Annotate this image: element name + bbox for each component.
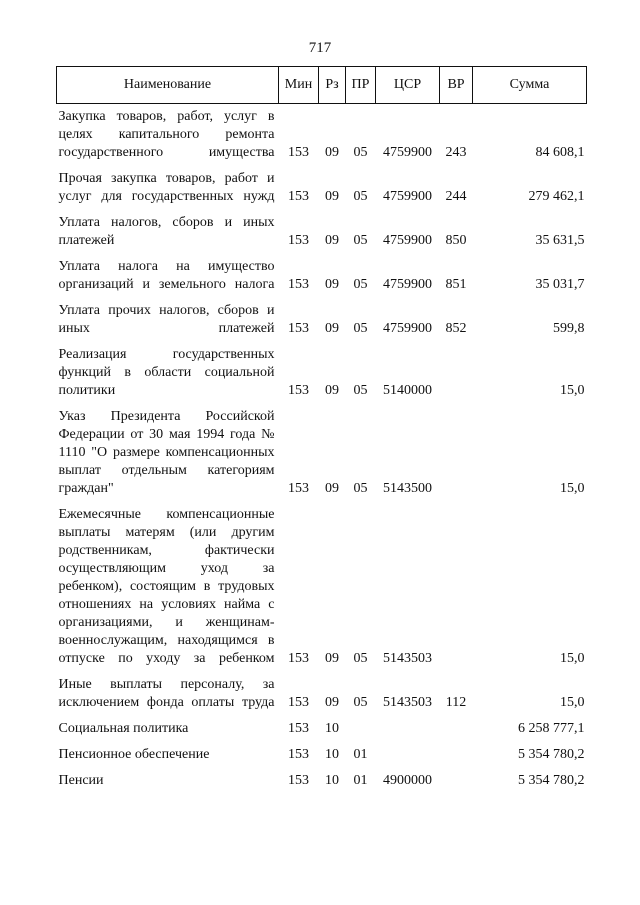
cell-vr — [440, 742, 473, 768]
cell-min: 153 — [288, 651, 309, 666]
cell-min: 153 — [288, 277, 309, 292]
cell-vr: 244 — [445, 189, 467, 204]
cell-vr: 112 — [445, 695, 467, 710]
cell-name: Уплата прочих налогов, сборов и иных платежей — [58, 303, 275, 336]
cell-csr: 5143503 — [383, 651, 432, 666]
cell-pr: 05 — [353, 145, 368, 160]
table-row — [57, 342, 587, 404]
cell-name: Иные выплаты персоналу, за исключением фонда оплаты труда — [58, 677, 275, 710]
cell-csr: 5140000 — [383, 383, 432, 398]
cell-rz: 09 — [325, 481, 339, 496]
table-row — [57, 166, 587, 210]
cell-sum: 15,0 — [560, 383, 585, 398]
header-csr: ЦСР — [376, 67, 440, 104]
cell-csr: 4759900 — [383, 145, 432, 160]
cell-csr: 4759900 — [383, 233, 432, 248]
header-sum: Сумма — [473, 67, 587, 104]
cell-min: 153 — [288, 145, 309, 160]
cell-vr: 850 — [445, 233, 467, 248]
cell-name: Прочая закупка товаров, работ и услуг для государственных нужд — [58, 171, 275, 204]
header-name: Наименование — [57, 67, 279, 104]
cell-csr: 5143500 — [383, 481, 432, 496]
cell-csr — [376, 742, 440, 768]
cell-min: 153 — [288, 189, 309, 204]
cell-sum: 6 258 777,1 — [518, 721, 585, 736]
table-row — [57, 104, 587, 167]
cell-rz: 09 — [325, 695, 339, 710]
cell-sum: 35 031,7 — [535, 277, 585, 292]
table-row — [57, 298, 587, 342]
cell-rz: 10 — [325, 773, 339, 788]
cell-rz: 09 — [325, 277, 339, 292]
cell-min: 153 — [288, 383, 309, 398]
cell-min: 153 — [288, 233, 309, 248]
cell-name: Реализация государственных функций в области социальной политики — [58, 347, 275, 398]
cell-vr — [440, 342, 473, 404]
cell-name: Уплата налогов, сборов и иных платежей — [58, 215, 275, 248]
cell-vr: 851 — [445, 277, 467, 292]
cell-rz: 09 — [325, 651, 339, 666]
cell-vr — [440, 404, 473, 502]
table-row — [57, 210, 587, 254]
cell-sum: 5 354 780,2 — [518, 773, 585, 788]
cell-sum: 84 608,1 — [535, 145, 585, 160]
table-row — [57, 404, 587, 502]
cell-sum: 279 462,1 — [528, 189, 585, 204]
cell-rz: 10 — [325, 721, 339, 736]
table-row — [57, 254, 587, 298]
cell-vr: 852 — [445, 321, 467, 336]
cell-rz: 09 — [325, 383, 339, 398]
cell-rz: 09 — [325, 233, 339, 248]
cell-pr: 05 — [353, 651, 368, 666]
cell-name: Ежемесячные компенсационные выплаты матерям (или другим родственникам, фактически осуществляющим уход за ребенком), состоящим в трудовых отношениях на условиях найма с организациями, и женщинам-военнослужащим, находящимся в отпуске по уходу за ребенком — [58, 507, 275, 666]
table-row — [57, 716, 587, 742]
cell-sum: 5 354 780,2 — [518, 747, 585, 762]
page-number: 717 — [308, 40, 332, 56]
header-min: Мин — [279, 67, 319, 104]
cell-pr: 05 — [353, 481, 368, 496]
cell-sum: 599,8 — [553, 321, 585, 336]
cell-pr: 05 — [353, 189, 368, 204]
header-vr: ВР — [440, 67, 473, 104]
cell-csr: 5143503 — [383, 695, 432, 710]
cell-vr — [440, 502, 473, 672]
cell-name: Пенсии — [58, 773, 104, 788]
cell-pr: 05 — [353, 383, 368, 398]
table-row — [57, 672, 587, 716]
cell-name: Пенсионное обеспечение — [58, 747, 210, 762]
cell-pr: 05 — [353, 233, 368, 248]
cell-sum: 15,0 — [560, 695, 585, 710]
cell-min: 153 — [288, 321, 309, 336]
cell-min: 153 — [288, 721, 309, 736]
cell-pr: 05 — [353, 321, 368, 336]
cell-min: 153 — [288, 481, 309, 496]
cell-name: Социальная политика — [58, 721, 189, 736]
header-rz: Рз — [319, 67, 346, 104]
cell-vr — [440, 716, 473, 742]
cell-rz: 10 — [325, 747, 339, 762]
cell-csr: 4900000 — [383, 773, 432, 788]
cell-csr: 4759900 — [383, 321, 432, 336]
cell-csr: 4759900 — [383, 189, 432, 204]
cell-rz: 09 — [325, 145, 339, 160]
cell-min: 153 — [288, 773, 309, 788]
header-pr: ПР — [346, 67, 376, 104]
cell-csr: 4759900 — [383, 277, 432, 292]
cell-pr: 01 — [353, 773, 368, 788]
cell-sum: 15,0 — [560, 651, 585, 666]
cell-vr: 243 — [445, 145, 467, 160]
table-row — [57, 742, 587, 768]
cell-pr: 05 — [353, 277, 368, 292]
table-header-row — [57, 67, 587, 104]
table-body — [57, 104, 587, 795]
cell-min: 153 — [288, 747, 309, 762]
budget-table — [56, 66, 587, 794]
cell-csr — [376, 716, 440, 742]
table-row — [57, 768, 587, 794]
cell-vr — [440, 768, 473, 794]
cell-name: Уплата налога на имущество организаций и земельного налога — [58, 259, 275, 292]
cell-name: Закупка товаров, работ, услуг в целях капитального ремонта государственного имущества — [58, 109, 275, 160]
table-row — [57, 502, 587, 672]
cell-pr — [346, 716, 376, 742]
cell-rz: 09 — [325, 321, 339, 336]
cell-pr: 05 — [353, 695, 368, 710]
cell-rz: 09 — [325, 189, 339, 204]
cell-min: 153 — [288, 695, 309, 710]
cell-sum: 15,0 — [560, 481, 585, 496]
cell-sum: 35 631,5 — [535, 233, 585, 248]
cell-pr: 01 — [353, 747, 368, 762]
cell-name: Указ Президента Российской Федерации от 30 мая 1994 года № 1110 "О размере компенсационных выплат отдельным категориям граждан" — [58, 409, 275, 496]
